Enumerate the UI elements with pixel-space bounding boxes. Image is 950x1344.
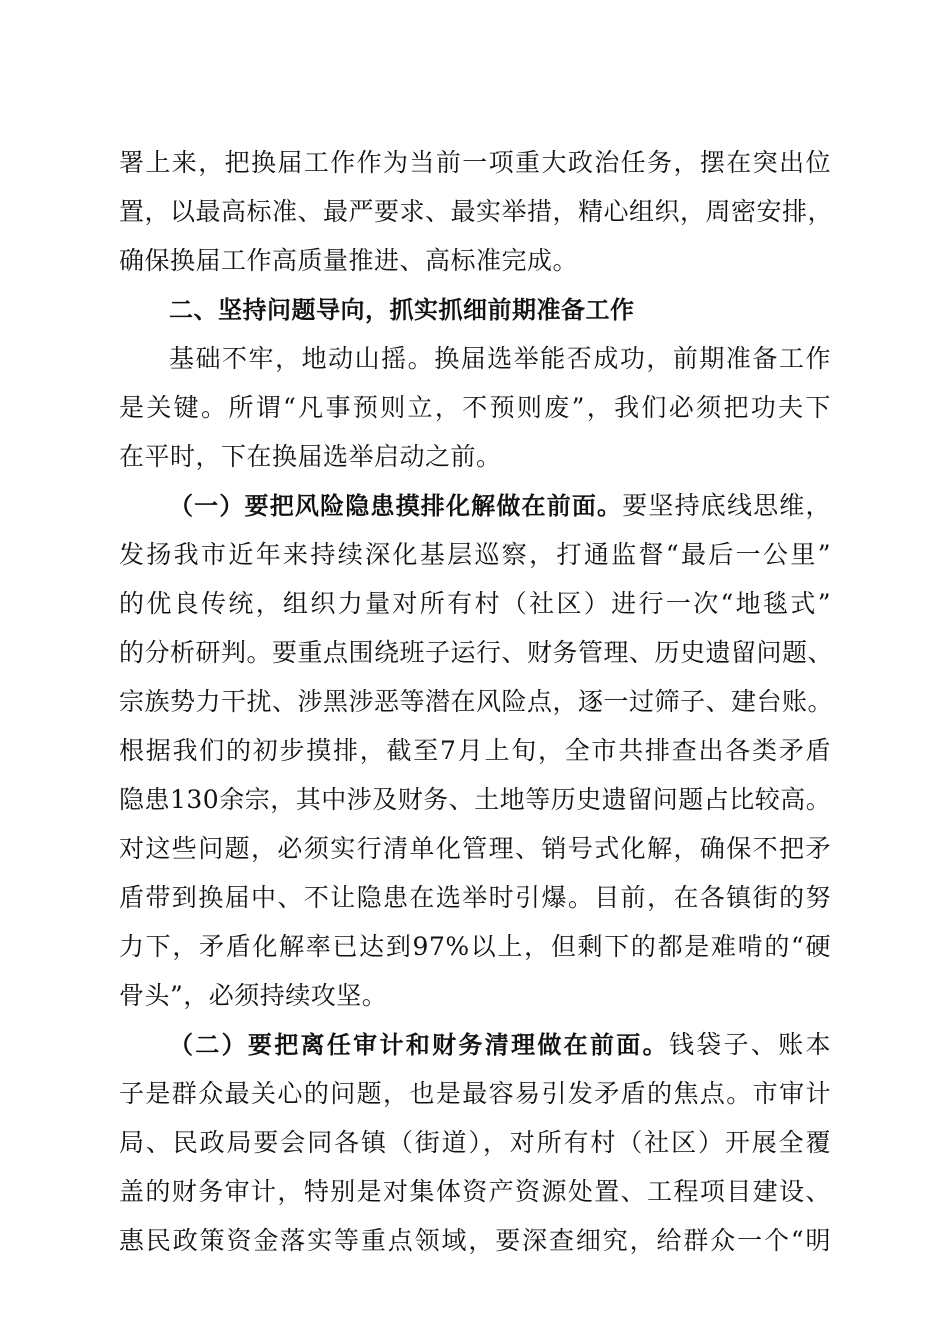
text-line: 确保换届工作高质量推进、高标准完成。 bbox=[119, 246, 579, 275]
text-line: 的优良传统，组织力量对所有村（社区）进行一次“地毯式” bbox=[119, 589, 831, 618]
text-line: 是关键。所谓“凡事预则立，不预则废”，我们必须把功夫下 bbox=[119, 393, 831, 422]
text-line: 基础不牢，地动山摇。换届选举能否成功，前期准备工作 bbox=[169, 344, 831, 373]
text-line: 盾带到换届中、不让隐患在选举时引爆。目前，在各镇街的努 bbox=[119, 883, 831, 912]
text-line: 力下，矛盾化解率已达到97%以上，但剩下的都是难啃的“硬 bbox=[119, 932, 831, 961]
text-line: 骨头”，必须持续攻坚。 bbox=[119, 981, 388, 1010]
section-heading: 二、坚持问题导向，抓实抓细前期准备工作 bbox=[169, 296, 635, 324]
paragraph-lead: （一）要把风险隐患摸排化解做在前面。 bbox=[169, 492, 623, 520]
text-line: 惠民政策资金落实等重点领域，要深查细究，给群众一个“明 bbox=[119, 1226, 831, 1255]
paragraph-first-line bbox=[169, 486, 831, 526]
text-line: 署上来，把换届工作作为当前一项重大政治任务，摆在突出位 bbox=[119, 148, 831, 177]
text-line: 宗族势力干扰、涉黑涉恶等潜在风险点，逐一过筛子、建台账。 bbox=[119, 687, 834, 716]
paragraph-first-line bbox=[169, 1025, 831, 1065]
text-line: 在平时，下在换届选举启动之前。 bbox=[119, 442, 502, 471]
text-line: 的分析研判。要重点围绕班子运行、财务管理、历史遗留问题、 bbox=[119, 638, 834, 667]
text-line: 对这些问题，必须实行清单化管理、销号式化解，确保不把矛 bbox=[119, 834, 831, 863]
text-line: 置，以最高标准、最严要求、最实举措，精心组织，周密安排， bbox=[119, 197, 834, 226]
text-line: 根据我们的初步摸排，截至7月上旬，全市共排查出各类矛盾 bbox=[119, 736, 831, 765]
paragraph-lead-rest: 要坚持底线思维， bbox=[622, 491, 831, 520]
paragraph-lead: （二）要把离任审计和财务清理做在前面。 bbox=[169, 1031, 669, 1059]
paragraph-lead-rest: 钱袋子、账本 bbox=[668, 1030, 831, 1059]
text-line: 盖的财务审计，特别是对集体资产资源处置、工程项目建设、 bbox=[119, 1177, 831, 1206]
text-line: 局、民政局要会同各镇（街道），对所有村（社区）开展全覆 bbox=[119, 1128, 831, 1157]
text-line: 隐患130余宗，其中涉及财务、土地等历史遗留问题占比较高。 bbox=[119, 785, 832, 814]
text-line: 发扬我市近年来持续深化基层巡察，打通监督“最后一公里” bbox=[119, 540, 831, 569]
text-line: 子是群众最关心的问题，也是最容易引发矛盾的焦点。市审计 bbox=[119, 1079, 831, 1108]
